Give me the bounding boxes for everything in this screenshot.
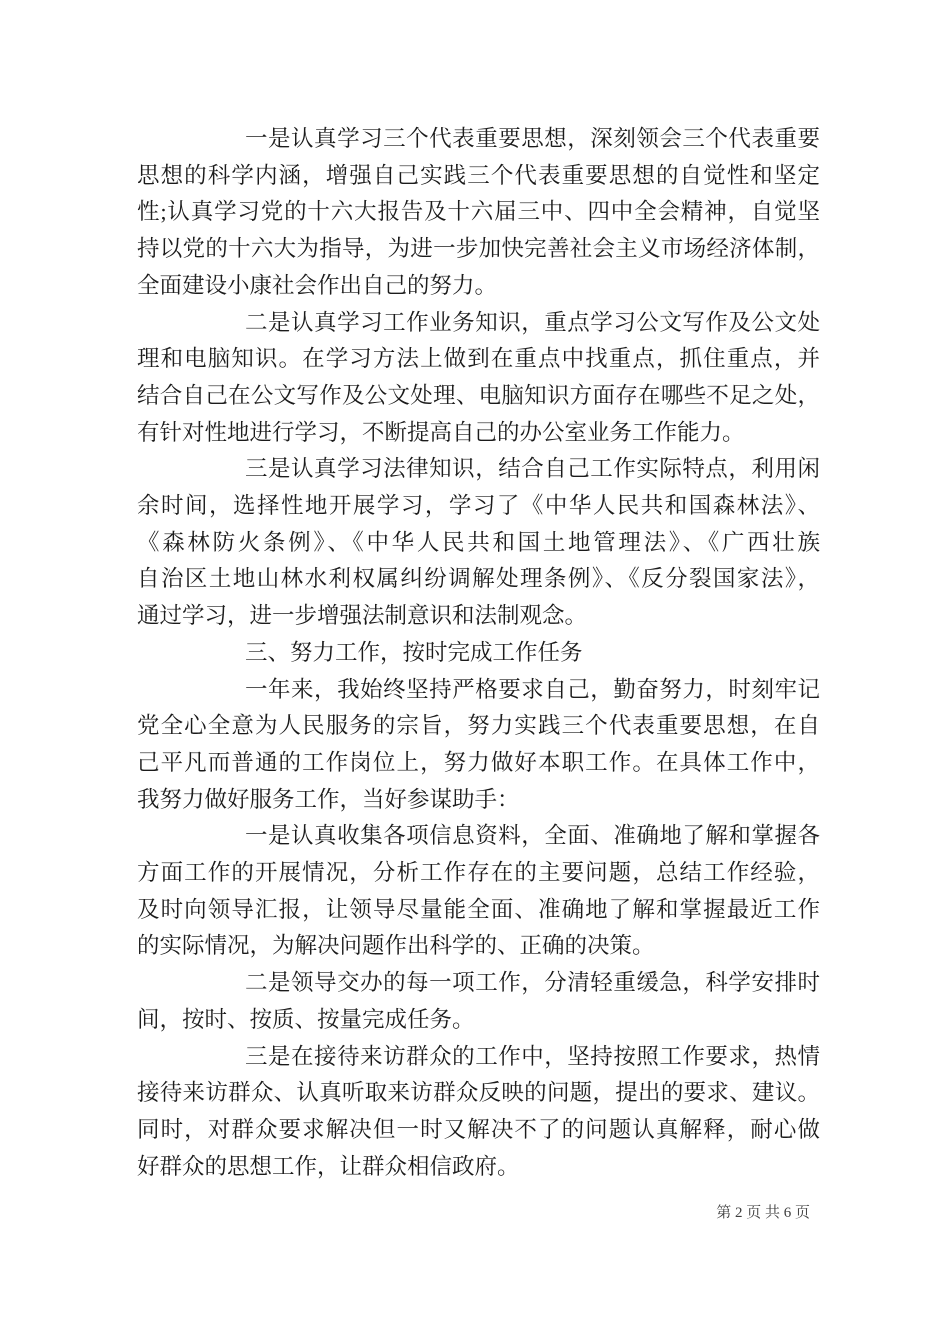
paragraph [137, 965, 820, 1038]
text-line: 二是领导交办的每一项工作，分清轻重缓急，科学安排时 [245, 970, 820, 996]
text-line: 一是认真学习三个代表重要思想，深刻领会三个代表重要 [245, 126, 820, 151]
document-body [137, 121, 820, 1185]
heading-line: 三、努力工作，按时完成工作任务 [245, 639, 583, 665]
section-heading [137, 635, 820, 672]
text-line: 间，按时、按质、按量完成任务。 [137, 1006, 475, 1032]
text-line: 一年来，我始终坚持严格要求自己，勤奋努力，时刻牢记 [245, 676, 820, 702]
paragraph [137, 451, 820, 635]
text-line: 己平凡而普通的工作岗位上，努力做好本职工作。在具体工作中， [137, 749, 820, 775]
text-line: 余时间，选择性地开展学习，学习了《中华人民共和国森林法》、 [137, 493, 820, 519]
paragraph [137, 1039, 820, 1186]
paragraph [137, 818, 820, 965]
text-line: 及时向领导汇报，让领导尽量能全面、准确地了解和掌握最近工作 [137, 896, 820, 922]
text-line: 一是认真收集各项信息资料，全面、准确地了解和掌握各 [245, 823, 820, 849]
text-line: 通过学习，进一步增强法制意识和法制观念。 [137, 603, 588, 629]
paragraph [137, 121, 820, 305]
paragraph [137, 672, 820, 819]
text-line: 性;认真学习党的十六大报告及十六届三中、四中全会精神，自觉坚 [137, 199, 820, 225]
text-line: 全面建设小康社会作出自己的努力。 [137, 272, 498, 298]
text-line: 三是认真学习法律知识，结合自己工作实际特点，利用闲 [245, 456, 820, 482]
text-line: 同时，对群众要求解决但一时又解决不了的问题认真解释，耐心做 [137, 1116, 820, 1142]
text-line: 《森林防火条例》、《中华人民共和国土地管理法》、《广西壮族 [137, 529, 820, 555]
text-line: 党全心全意为人民服务的宗旨，努力实践三个代表重要思想，在自 [137, 713, 820, 739]
text-line: 好群众的思想工作，让群众相信政府。 [137, 1153, 520, 1179]
text-line: 的实际情况，为解决问题作出科学的、正确的决策。 [137, 933, 655, 959]
text-line: 我努力做好服务工作，当好参谋助手： [137, 786, 520, 812]
text-line: 接待来访群众、认真听取来访群众反映的问题，提出的要求、建议。 [137, 1080, 820, 1106]
text-line: 有针对性地进行学习，不断提高自己的办公室业务工作能力。 [137, 419, 745, 445]
text-line: 方面工作的开展情况，分析工作存在的主要问题，总结工作经验， [137, 860, 820, 886]
text-line: 自治区土地山林水利权属纠纷调解处理条例》、《反分裂国家法》， [137, 566, 820, 592]
text-line: 二是认真学习工作业务知识，重点学习公文写作及公文处 [245, 309, 820, 335]
page-number: 第 2 页 共 6 页 [716, 1205, 810, 1221]
text-line: 三是在接待来访群众的工作中，坚持按照工作要求，热情 [245, 1043, 820, 1069]
text-line: 思想的科学内涵，增强自己实践三个代表重要思想的自觉性和坚定 [137, 162, 820, 188]
text-line: 结合自己在公文写作及公文处理、电脑知识方面存在哪些不足之处， [137, 382, 820, 408]
text-line: 理和电脑知识。在学习方法上做到在重点中找重点，抓住重点，并 [137, 346, 820, 372]
paragraph [137, 305, 820, 452]
text-line: 持以党的十六大为指导，为进一步加快完善社会主义市场经济体制， [137, 236, 820, 262]
